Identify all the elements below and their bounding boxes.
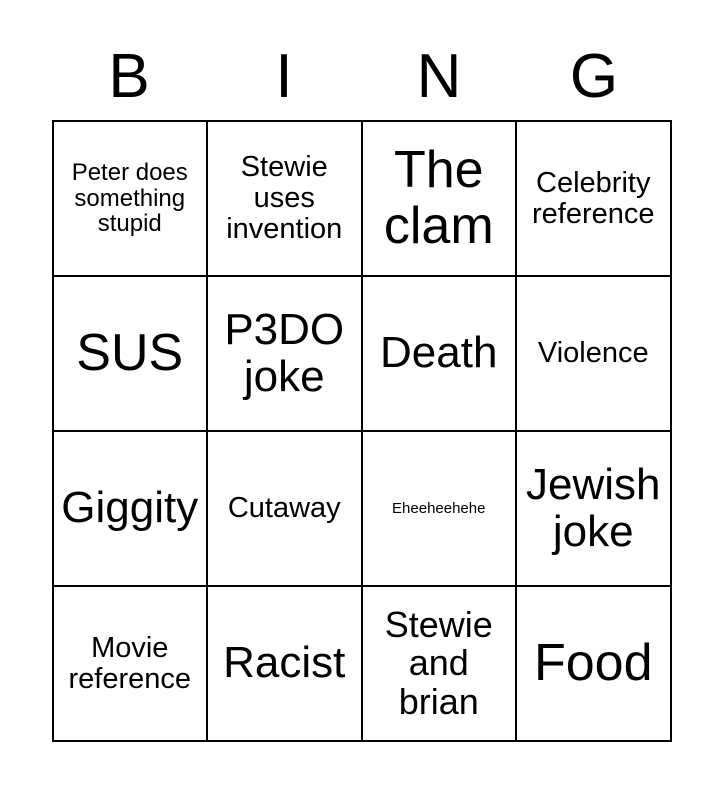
bingo-cell[interactable] (54, 432, 209, 587)
bingo-cell[interactable] (208, 587, 363, 742)
bingo-cell-text: Jewish joke (526, 459, 661, 556)
bingo-cell-text: Racist (223, 638, 346, 688)
header-letter-i: I (275, 42, 293, 111)
bingo-cell-text: Death (380, 328, 498, 378)
bingo-cell-text: Food (533, 633, 653, 692)
bingo-cell[interactable] (208, 122, 363, 277)
bingo-cell-text: Giggity (61, 483, 199, 533)
bingo-cell-text: Violence (537, 337, 649, 370)
bingo-cell[interactable] (517, 432, 672, 587)
bingo-cell-text: Stewie uses invention (226, 151, 343, 245)
bingo-cell-text: Celebrity reference (531, 166, 655, 230)
header-letter-b: B (108, 42, 150, 111)
bingo-cell[interactable] (54, 587, 209, 742)
bingo-cell-text: The clam (383, 141, 494, 255)
bingo-cell[interactable] (208, 277, 363, 432)
bingo-cell[interactable] (54, 277, 209, 432)
bingo-cell-text: Eheeheehehe (392, 499, 486, 517)
bingo-cell[interactable] (54, 122, 209, 277)
bingo-cell-text: SUS (76, 323, 184, 382)
bingo-cell-text: Cutaway (227, 492, 341, 525)
bingo-grid (52, 120, 672, 742)
bingo-cell[interactable] (517, 122, 672, 277)
bingo-cell[interactable] (363, 587, 518, 742)
bingo-cell[interactable] (363, 432, 518, 587)
bingo-cell[interactable] (208, 432, 363, 587)
bingo-cell[interactable] (363, 277, 518, 432)
header-letter-n: N (416, 42, 462, 111)
header-letter-g: G (569, 42, 619, 111)
bingo-cell[interactable] (517, 277, 672, 432)
bingo-cell-text: P3DO joke (224, 304, 345, 401)
bingo-cell-text: Peter does something stupid (71, 159, 188, 238)
bingo-cell[interactable] (517, 587, 672, 742)
bingo-cell[interactable] (363, 122, 518, 277)
bingo-cell-text: Stewie and brian (384, 604, 493, 722)
bingo-header (52, 0, 672, 112)
bingo-cell-text: Movie reference (68, 631, 191, 695)
